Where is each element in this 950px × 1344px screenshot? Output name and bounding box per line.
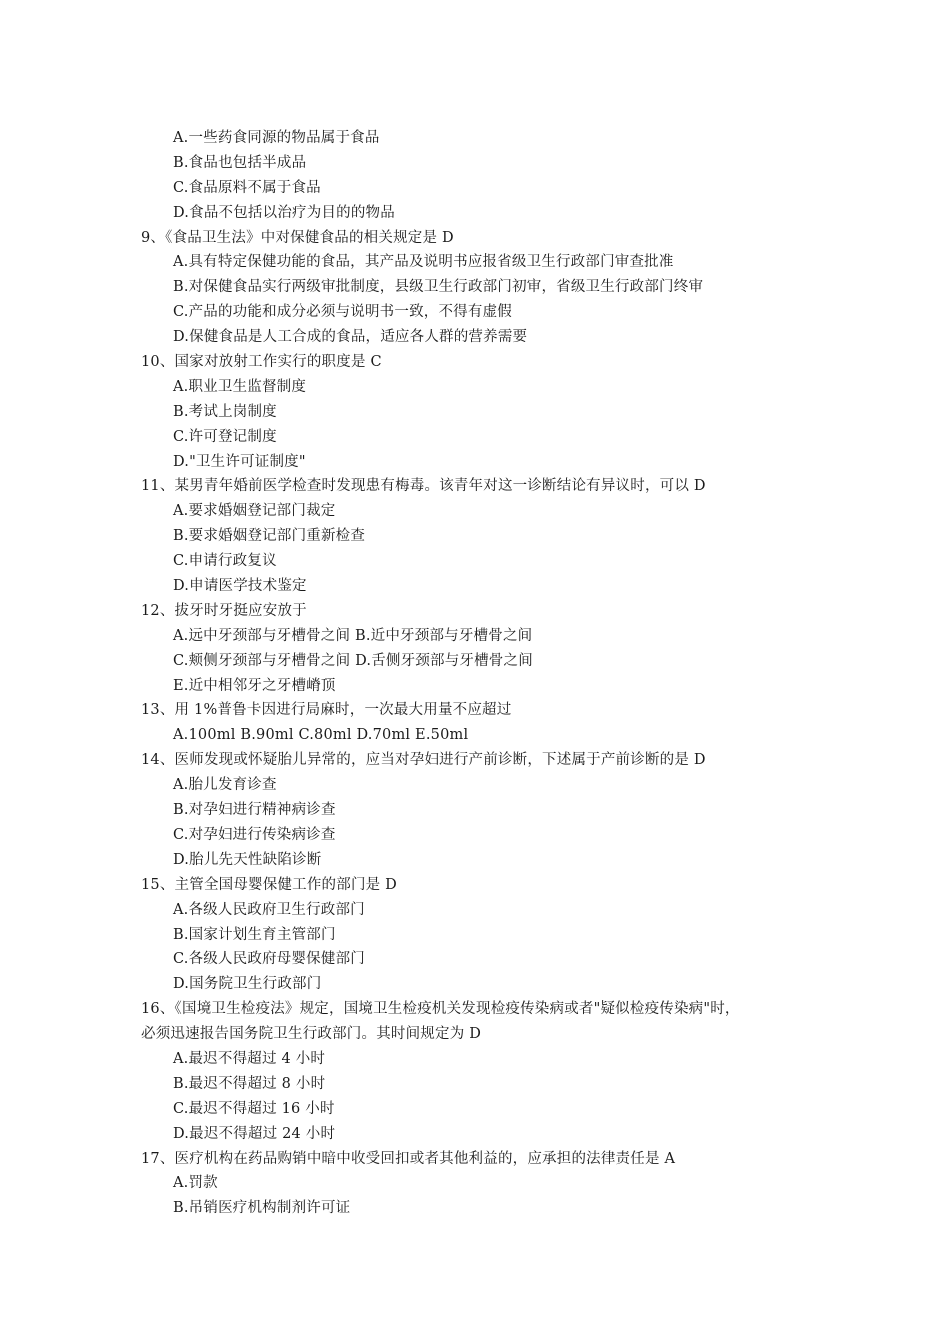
question-list — [0, 126, 950, 1221]
answer-option: D.食品不包括以治疗为目的的物品 — [173, 204, 395, 221]
answer-option: C.产品的功能和成分必须与说明书一致，不得有虚假 — [173, 304, 512, 321]
answer-option: C.对孕妇进行传染病诊查 — [173, 826, 336, 843]
answer-option: E.近中相邻牙之牙槽嵴顶 — [173, 677, 336, 694]
answer-option: A.胎儿发育诊查 — [173, 777, 277, 794]
answer-option: C.许可登记制度 — [173, 428, 277, 445]
answer-option: A.一些药食同源的物品属于食品 — [173, 130, 380, 146]
question-text: 16、《国境卫生检疫法》规定，国境卫生检疫机关发现检疫传染病或者"疑似检疫传染病"时， — [141, 1001, 740, 1018]
answer-option: B.要求婚姻登记部门重新检查 — [173, 528, 366, 545]
answer-option: D.胎儿先天性缺陷诊断 — [173, 851, 322, 868]
answer-option: A.远中牙颈部与牙槽骨之间 B.近中牙颈部与牙槽骨之间 — [173, 627, 533, 644]
answer-option: A.职业卫生监督制度 — [173, 378, 307, 395]
answer-option: D.国务院卫生行政部门 — [173, 976, 322, 993]
answer-option: C.食品原料不属于食品 — [173, 179, 321, 196]
question-text: 12、拔牙时牙挺应安放于 — [141, 602, 307, 619]
question-text: 14、医师发现或怀疑胎儿异常的，应当对孕妇进行产前诊断，下述属于产前诊断的是 D — [141, 752, 706, 769]
answer-option: B.吊销医疗机构制剂许可证 — [173, 1200, 351, 1217]
question-text: 10、国家对放射工作实行的职度是 C — [141, 354, 382, 371]
answer-option: B.国家计划生育主管部门 — [173, 926, 336, 943]
question-text: 15、主管全国母婴保健工作的部门是 D — [141, 876, 397, 893]
answer-option: B.最迟不得超过 8 小时 — [173, 1075, 326, 1092]
answer-option: C.各级人民政府母婴保健部门 — [173, 951, 365, 968]
answer-option: C.颊侧牙颈部与牙槽骨之间 D.舌侧牙颈部与牙槽骨之间 — [173, 652, 533, 669]
question-text: 9、《食品卫生法》中对保健食品的相关规定是 D — [141, 229, 454, 246]
answer-option: A.100ml B.90ml C.80ml D.70ml E.50ml — [173, 727, 469, 744]
answer-option: A.要求婚姻登记部门裁定 — [173, 503, 336, 520]
question-text: 13、用 1%普鲁卡因进行局麻时，一次最大用量不应超过 — [141, 702, 512, 719]
question-continuation: 必须迅速报告国务院卫生行政部门。其时间规定为 D — [141, 1026, 482, 1043]
question-text: 11、某男青年婚前医学检查时发现患有梅毒。该青年对这一诊断结论有异议时，可以 D — [141, 478, 706, 495]
answer-option: C.最迟不得超过 16 小时 — [173, 1100, 335, 1117]
answer-option: D.申请医学技术鉴定 — [173, 578, 307, 595]
answer-option: A.各级人民政府卫生行政部门 — [173, 901, 365, 918]
answer-option: C.申请行政复议 — [173, 553, 277, 570]
answer-option: B.考试上岗制度 — [173, 403, 277, 420]
answer-option: B.对保健食品实行两级审批制度，县级卫生行政部门初审，省级卫生行政部门终审 — [173, 279, 704, 296]
answer-option: D.最迟不得超过 24 小时 — [173, 1125, 336, 1142]
answer-option: A.具有特定保健功能的食品，其产品及说明书应报省级卫生行政部门审查批准 — [173, 254, 674, 271]
answer-option: B.对孕妇进行精神病诊查 — [173, 802, 336, 819]
answer-option: B.食品也包括半成品 — [173, 154, 307, 171]
answer-option: A.最迟不得超过 4 小时 — [173, 1050, 326, 1067]
answer-option: A.罚款 — [173, 1175, 218, 1192]
answer-option: D."卫生许可证制度" — [173, 453, 306, 470]
answer-option: D.保健食品是人工合成的食品，适应各人群的营养需要 — [173, 329, 528, 346]
question-text: 17、医疗机构在药品购销中暗中收受回扣或者其他利益的，应承担的法律责任是 A — [141, 1150, 676, 1167]
